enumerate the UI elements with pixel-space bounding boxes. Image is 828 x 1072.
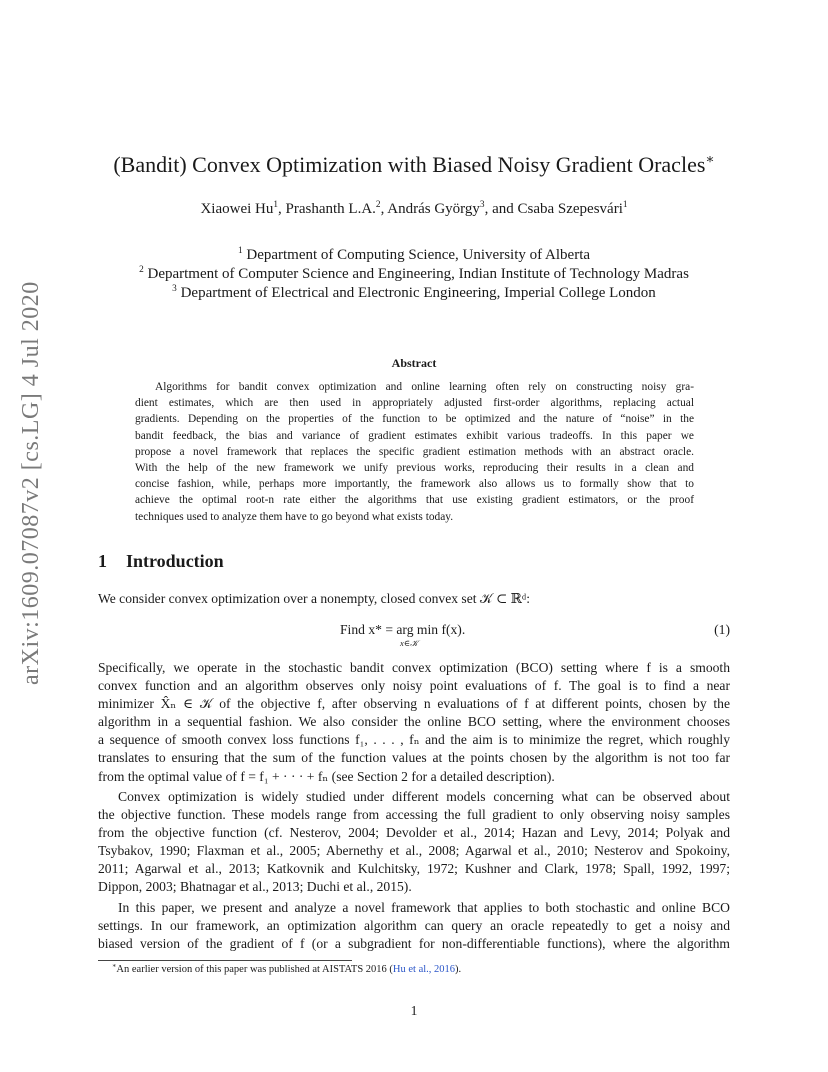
footnote-text: An earlier version of this paper was published at AISTATS 2016 ( xyxy=(116,964,393,975)
body-line: a sequence of smooth convex loss functions f₁, . . . , fₙ and the aim is to minimize the regret, which roughly xyxy=(98,732,730,748)
abstract-line: techniques used to analyze them have to go beyond what exists today. xyxy=(135,510,454,523)
arxiv-stamp-text: arXiv:1609.07087v2 [cs.LG] 4 Jul 2020 xyxy=(18,281,44,685)
body-line: minimizer X̂ₙ ∈ 𝒦 of the objective f, after observing n evaluations of f at different points, chosen by the xyxy=(98,696,730,712)
affiliation xyxy=(0,285,828,302)
author-affiliation-mark: 1 xyxy=(622,200,628,210)
body-line: Dippon, 2003; Bhatnagar et al., 2013; Duchi et al., 2015). xyxy=(98,879,412,895)
author-separator: , and xyxy=(484,201,518,217)
abstract-heading: Abstract xyxy=(391,356,437,370)
body-line: from the objective function (cf. Nesterov, 2004; Devolder et al., 2014; Hazan and Levy, 2014; Polyak and xyxy=(98,825,730,841)
author-name: Prashanth L.A. xyxy=(285,201,376,217)
paragraph xyxy=(98,659,730,786)
author-affiliation-mark: 1 xyxy=(273,200,279,210)
affiliation-mark: 1 xyxy=(237,246,243,256)
body-line: from the optimal value of f = f₁ + · · · + fₙ (see Section 2 for a detailed description). xyxy=(98,768,555,784)
affiliation xyxy=(0,247,828,264)
footnote xyxy=(112,964,461,975)
body-line: In this paper, we present and analyze a novel framework that applies to both stochastic and online BCO xyxy=(118,900,730,915)
affiliation-text: Department of Computer Science and Engineering, Indian Institute of Technology Madras xyxy=(147,266,689,282)
body-line: We consider convex optimization over a nonempty, closed convex set 𝒦 ⊂ ℝᵈ: xyxy=(98,591,531,606)
abstract-line: concise fashion, while, perhaps more importantly, the framework also allows us to formally show that to xyxy=(135,478,694,491)
abstract-line: With the help of the new framework we unify previous works, reproducing their results in a clean and xyxy=(135,462,694,475)
footnote-divider xyxy=(98,960,352,961)
author-affiliation-mark: 3 xyxy=(479,200,485,210)
paragraph-with-citations xyxy=(98,788,730,897)
abstract-line: dient estimates, which are then used in appropriately adjusted first-order algorithms, replacing actual xyxy=(135,397,694,410)
title-footnote-mark: ∗ xyxy=(705,151,715,167)
footnote-citation-link[interactable]: Hu et al., 2016 xyxy=(392,964,456,975)
body-line: Tsybakov, 1990; Flaxman et al., 2005; Abernethy et al., 2008; Agarwal et al., 2010; Nesterov and Spokoiny, xyxy=(98,843,730,859)
abstract-line: propose a novel framework that replaces the specific gradient estimation methods with an abstract oracle. xyxy=(135,445,694,458)
abstract-line: gradients. Depending on the properties of the function to be optimized and the nature of “noise” in the xyxy=(135,413,694,426)
abstract-line: achieve the optimal root-n rate either the algorithms that use existing gradient estimators, or the proof xyxy=(135,494,694,507)
body-line: 2011; Agarwal et al., 2013; Katkovnik and Kulchitsky, 1972; Kushner and Clark, 1978; Spall, 1992, 1997; xyxy=(98,861,730,877)
body-line: the objective function. These models range from accessing the full gradient to only observing noisy samples xyxy=(98,807,730,823)
section-title: Introduction xyxy=(126,551,224,571)
author-separator: , xyxy=(278,201,286,217)
equation-number: (1) xyxy=(714,622,730,637)
affiliation-mark: 2 xyxy=(139,265,144,275)
author-name: Xiaowei Hu xyxy=(200,201,274,217)
footnote-text-end: ). xyxy=(455,964,462,975)
body-line: translates to ensuring that the sum of the function values at the points chosen by the algorithm is not too far xyxy=(98,750,730,766)
page-number: 1 xyxy=(410,1003,418,1018)
abstract-line: bandit feedback, the bias and variance of gradient estimates exhibit various tradeoffs. In this paper we xyxy=(135,429,694,442)
affiliation-text: Department of Computing Science, University of Alberta xyxy=(246,247,591,263)
affiliation xyxy=(0,266,828,283)
footnote-mark: ∗ xyxy=(112,962,117,970)
equation-1 xyxy=(98,622,730,652)
author-name: Csaba Szepesvári xyxy=(517,201,623,217)
affiliation-mark: 3 xyxy=(172,284,177,294)
abstract-line: Algorithms for bandit convex optimization and online learning often rely on constructing noisy gra- xyxy=(155,381,694,393)
section-heading xyxy=(98,551,224,572)
paragraph xyxy=(98,899,730,953)
section-number: 1 xyxy=(98,551,107,571)
author-affiliation-mark: 2 xyxy=(375,200,381,210)
title-text: (Bandit) Convex Optimization with Biased Noisy Gradient Oracles xyxy=(113,152,706,177)
paper-title xyxy=(0,152,828,178)
body-line: Convex optimization is widely studied under different models concerning what can be observed about xyxy=(118,789,730,804)
body-line: biased version of the gradient of f (or a subgradient for non-differentiable functions), where the algorithm xyxy=(98,936,730,952)
affiliation-text: Department of Electrical and Electronic Engineering, Imperial College London xyxy=(180,285,656,301)
author-separator: , xyxy=(380,201,388,217)
body-line: settings. In our framework, an optimization algorithm can query an oracle repeatedly to get a noisy and xyxy=(98,918,730,934)
equation-expression: Find x* = arg min f(x). xyxy=(340,622,466,637)
body-line: convex function and an algorithm observes only noisy point evaluations of f. The goal is to find a near xyxy=(98,678,730,694)
equation-subscript: x∈𝒦 xyxy=(400,638,418,648)
abstract-body xyxy=(135,379,694,525)
intro-sentence xyxy=(98,590,730,608)
body-line: Specifically, we operate in the stochastic bandit convex optimization (BCO) setting where f is a smooth xyxy=(98,660,730,675)
author-name: András György xyxy=(387,201,480,217)
author-list xyxy=(0,201,828,218)
body-line: algorithm in a sequential fashion. We also consider the online BCO setting, where the environment chooses xyxy=(98,714,730,730)
